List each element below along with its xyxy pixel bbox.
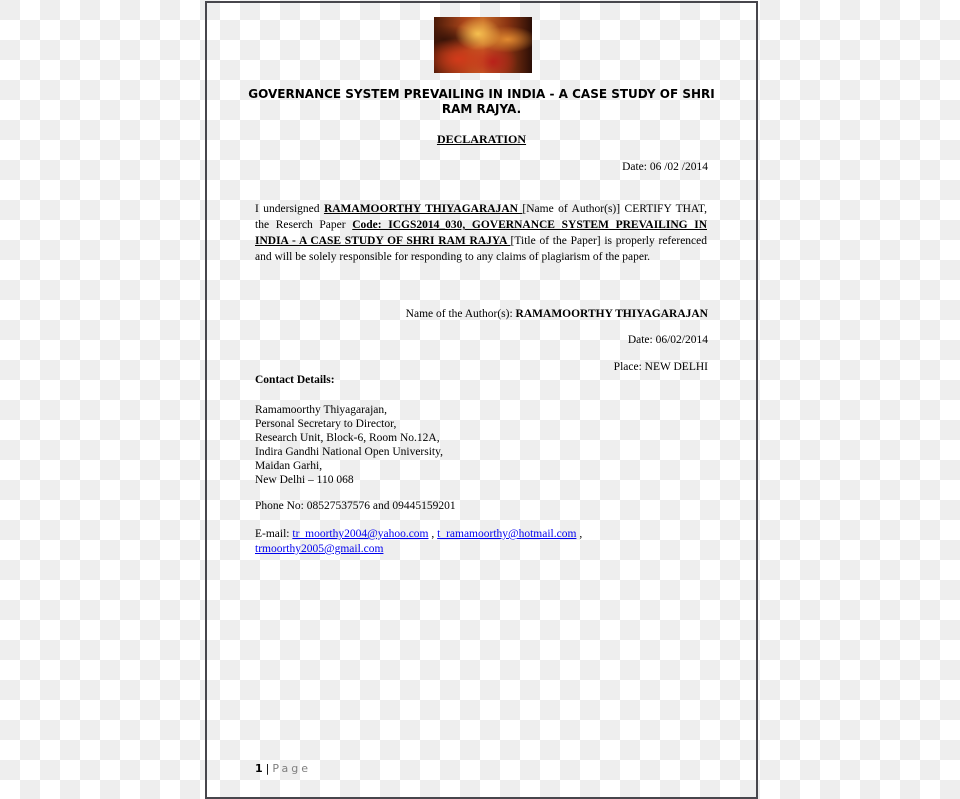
email-link-yahoo[interactable]: tr_moorthy2004@yahoo.com [292, 528, 429, 540]
email-separator: , [428, 528, 438, 540]
email-link-hotmail[interactable]: t_ramamoorthy@hotmail.com [437, 528, 577, 540]
signature-date: Date: 06/02/2014 [627, 334, 708, 346]
date-top: Date: 06 /02 /2014 [622, 161, 708, 173]
contact-address [255, 403, 443, 487]
signature-place: Place: NEW DELHI [613, 361, 708, 373]
cert-intro: I undersigned [255, 203, 324, 215]
address-line: Maidan Garhi, [255, 460, 323, 472]
address-line: New Delhi – 110 068 [255, 474, 354, 486]
address-line: Ramamoorthy Thiyagarajan, [255, 404, 387, 416]
paper-title: GOVERNANCE SYSTEM PREVAILING IN INDIA - A CASE STUDY OF SHRI RAM RAJYA. [248, 87, 715, 116]
email-separator: , [576, 528, 583, 540]
certification-paragraph [255, 201, 707, 265]
page-number: 1 [255, 762, 263, 775]
address-line: Indira Gandhi National Open University, [255, 446, 443, 458]
signature-name-value: RAMAMOORTHY THIYAGARAJAN [515, 308, 708, 320]
page-label: Page [272, 762, 312, 775]
declaration-heading: DECLARATION [436, 132, 527, 146]
contact-phone: Phone No: 08527537576 and 09445159201 [255, 500, 456, 512]
document-page [205, 1, 758, 799]
page-footer [255, 762, 311, 775]
cert-after-name: [Name of Author(s)] CERTIFY THAT, the Reserch Paper [255, 203, 707, 231]
email-link-gmail[interactable]: trmoorthy2005@gmail.com [255, 543, 384, 555]
signature-name-label: Name of the Author(s): [405, 308, 516, 320]
contact-email [255, 527, 707, 557]
cert-after-title: [Title of the Paper] is properly referenced and will be solely responsible for responding to any claims of plagiarism of the paper. [255, 235, 708, 263]
address-line: Research Unit, Block-6, Room No.12A, [255, 432, 440, 444]
cert-author-name: RAMAMOORTHY THIYAGARAJAN [323, 203, 523, 215]
address-line: Personal Secretary to Director, [255, 418, 397, 430]
footer-separator: | [265, 762, 270, 775]
cert-paper-code-title: Code: ICGS2014_030, GOVERNANCE SYSTEM PREVAILING IN INDIA - A CASE STUDY OF SHRI RAM RAJYA [255, 219, 707, 247]
header-photo [434, 17, 532, 73]
signature-name [406, 308, 708, 320]
email-label: E-mail: [255, 528, 293, 540]
contact-details-heading: Contact Details: [255, 374, 335, 386]
